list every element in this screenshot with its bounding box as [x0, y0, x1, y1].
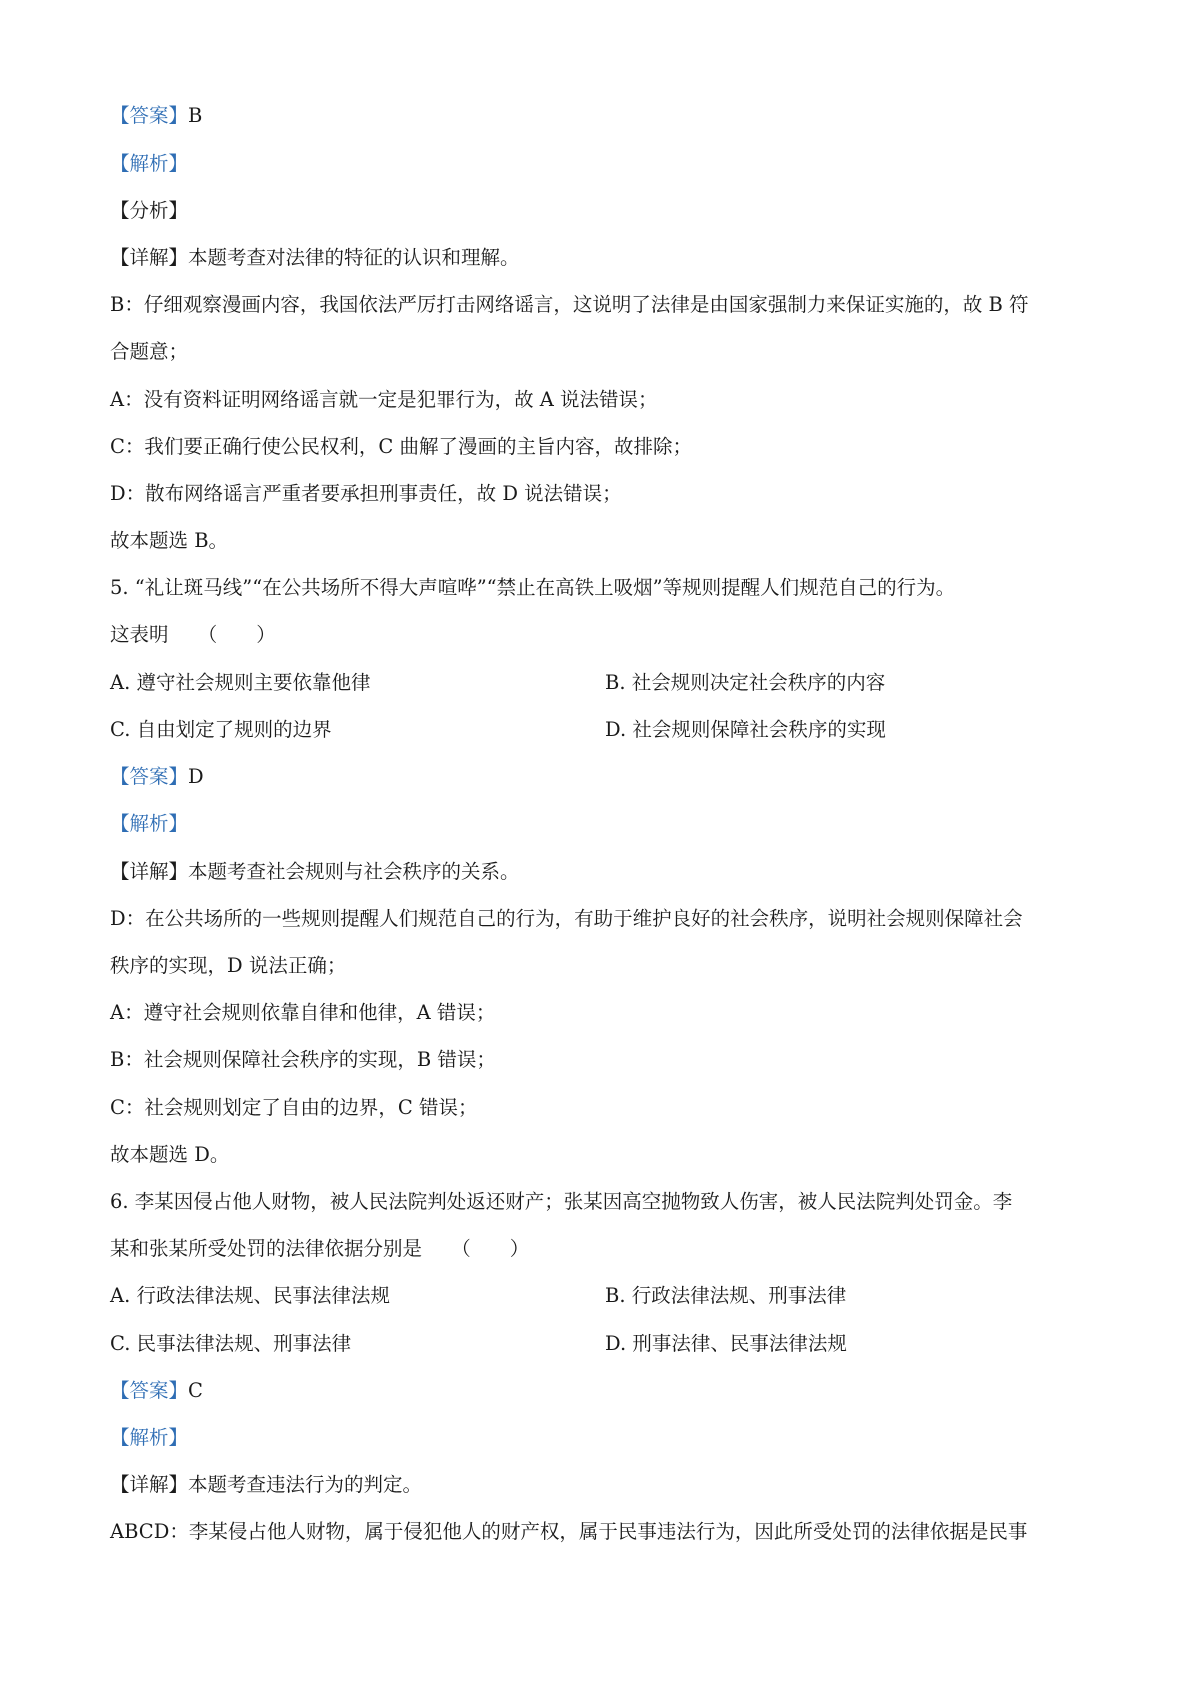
q4-explain-c: C：我们要正确行使公民权利，C 曲解了漫画的主旨内容，故排除； [110, 435, 693, 458]
q5-explain-a: A：遵守社会规则依靠自律和他律，A 错误； [110, 1001, 496, 1024]
analysis-heading-q4: 【分析】 [110, 199, 189, 222]
answer-value: D [188, 765, 204, 788]
q5-option-c: C. 自由划定了规则的边界 [110, 718, 332, 741]
q4-explain-a: A：没有资料证明网络谣言就一定是犯罪行为，故 A 说法错误； [110, 388, 658, 411]
q4-explain-d: D：散布网络谣言严重者要承担刑事责任，故 D 说法错误； [110, 482, 622, 505]
q6-option-c: C. 民事法律法规、刑事法律 [110, 1332, 352, 1355]
q6-option-d: D. 刑事法律、民事法律法规 [605, 1332, 847, 1355]
answer-tag: 【答案】 [110, 1379, 189, 1402]
q6-stem-line2: 某和张某所受处罚的法律依据分别是 （ ） [110, 1237, 530, 1260]
answer-line-q4 [110, 101, 202, 131]
detail-line-q6: 【详解】本题考查违法行为的判定。 [110, 1473, 423, 1496]
q5-option-a: A. 遵守社会规则主要依靠他律 [110, 671, 371, 694]
answer-value: C [188, 1379, 203, 1402]
q5-explain-c: C：社会规则划定了自由的边界，C 错误； [110, 1096, 478, 1119]
q4-conclusion: 故本题选 B。 [110, 529, 229, 552]
q5-explain-d-line1: D：在公共场所的一些规则提醒人们规范自己的行为，有助于维护良好的社会秩序，说明社会规则保障社会 [110, 907, 1023, 930]
answer-line-q5 [110, 762, 204, 792]
analysis-tag-q4: 【解析】 [110, 152, 189, 175]
q5-stem-line2: 这表明 （ ） [110, 623, 276, 646]
q6-option-b: B. 行政法律法规、刑事法律 [605, 1284, 847, 1307]
q5-explain-b: B：社会规则保障社会秩序的实现，B 错误； [110, 1048, 496, 1071]
answer-line-q6 [110, 1376, 203, 1406]
q5-stem-line1: 5. “礼让斑马线”“在公共场所不得大声喧哗”“禁止在高铁上吸烟”等规则提醒人们规范自己的行为。 [110, 576, 956, 599]
q4-explain-b-line1: B：仔细观察漫画内容，我国依法严厉打击网络谣言，这说明了法律是由国家强制力来保证实施的，故 B 符 [110, 293, 1029, 316]
analysis-tag-q6: 【解析】 [110, 1426, 189, 1449]
q5-explain-d-line2: 秩序的实现，D 说法正确； [110, 954, 347, 977]
q5-conclusion: 故本题选 D。 [110, 1143, 230, 1166]
detail-line-q5: 【详解】本题考查社会规则与社会秩序的关系。 [110, 860, 520, 883]
q5-option-b: B. 社会规则决定社会秩序的内容 [605, 671, 886, 694]
q6-explain-abcd: ABCD：李某侵占他人财物，属于侵犯他人的财产权，属于民事违法行为，因此所受处罚的法律依据是民事 [110, 1520, 1028, 1543]
answer-tag: 【答案】 [110, 104, 189, 127]
q4-explain-b-line2: 合题意； [110, 340, 189, 363]
answer-value: B [188, 104, 203, 127]
q5-option-d: D. 社会规则保障社会秩序的实现 [605, 718, 886, 741]
detail-line-q4: 【详解】本题考查对法律的特征的认识和理解。 [110, 246, 520, 269]
q6-option-a: A. 行政法律法规、民事法律法规 [110, 1284, 390, 1307]
answer-tag: 【答案】 [110, 765, 189, 788]
analysis-tag-q5: 【解析】 [110, 812, 189, 835]
q6-stem-line1: 6. 李某因侵占他人财物，被人民法院判处返还财产；张某因高空抛物致人伤害，被人民法院判处罚金。李 [110, 1190, 1013, 1213]
